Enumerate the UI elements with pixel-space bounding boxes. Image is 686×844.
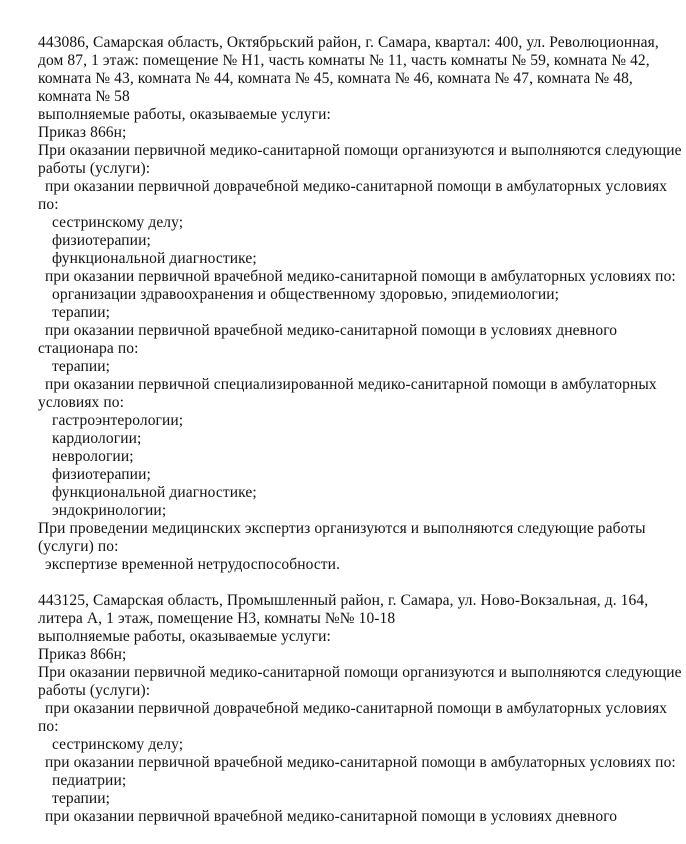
text-line: При проведении медицинских экспертиз организуются и выполняются следующие работы	[38, 520, 646, 537]
text-line: 443086, Самарская область, Октябрьский район, г. Самара, квартал: 400, ул. Революционная,	[38, 34, 659, 51]
text-line: Приказ 866н;	[38, 646, 127, 663]
text-line: функциональной диагностике;	[52, 250, 257, 267]
text-line: при оказании первичной врачебной медико-санитарной помощи в условиях дневного	[45, 322, 618, 339]
text-line: выполняемые работы, оказываемые услуги:	[38, 628, 331, 645]
text-line: литера А, 1 этаж, помещение Н3, комнаты №№ 10-18	[38, 610, 396, 627]
text-line: по:	[38, 718, 59, 735]
text-line: при оказании первичной специализированной медико-санитарной помощи в амбулаторных	[45, 376, 657, 393]
text-line: педиатрии;	[52, 772, 127, 789]
text-line: 443125, Самарская область, Промышленный район, г. Самара, ул. Ново-Вокзальная, д. 164,	[38, 592, 649, 609]
text-line: комната № 43, комната № 44, комната № 45, комната № 46, комната № 47, комната № 48,	[38, 70, 633, 87]
text-line: сестринскому делу;	[52, 214, 184, 231]
text-line: при оказании первичной доврачебной медико-санитарной помощи в амбулаторных условиях	[45, 700, 668, 717]
text-line: при оказании первичной врачебной медико-санитарной помощи в амбулаторных условиях по:	[45, 754, 676, 771]
text-line: экспертизе временной нетрудоспособности.	[45, 556, 341, 573]
text-line: При оказании первичной медико-санитарной помощи организуются и выполняются следующие	[38, 142, 682, 159]
text-line: кардиологии;	[52, 430, 142, 447]
text-line: дом 87, 1 этаж: помещение № Н1, часть комнаты № 11, часть комнаты № 59, комната № 42,	[38, 52, 650, 69]
text-line: эндокринологии;	[52, 502, 167, 519]
text-line: физиотерапии;	[52, 232, 151, 249]
text-line: функциональной диагностике;	[52, 484, 257, 501]
text-line: по:	[38, 196, 59, 213]
text-line: неврологии;	[52, 448, 134, 465]
text-line: при оказании первичной врачебной медико-санитарной помощи в условиях дневного	[45, 808, 618, 825]
text-line: Приказ 866н;	[38, 124, 127, 141]
text-line: работы (услуги):	[38, 682, 151, 699]
text-line: При оказании первичной медико-санитарной помощи организуются и выполняются следующие	[38, 664, 682, 681]
text-line: терапии;	[52, 790, 111, 807]
text-line: работы (услуги):	[38, 160, 151, 177]
text-line: физиотерапии;	[52, 466, 151, 483]
text-line: выполняемые работы, оказываемые услуги:	[38, 106, 331, 123]
text-line: сестринскому делу;	[52, 736, 184, 753]
text-line: при оказании первичной врачебной медико-санитарной помощи в амбулаторных условиях по:	[45, 268, 676, 285]
text-line: (услуги) по:	[38, 538, 119, 555]
text-line: комната № 58	[38, 88, 130, 105]
text-line: организации здравоохранения и общественному здоровью, эпидемиологии;	[52, 286, 560, 303]
text-line: условиях по:	[38, 394, 125, 411]
text-line: гастроэнтерологии;	[52, 412, 184, 429]
text-line	[38, 574, 656, 592]
text-line: терапии;	[52, 304, 111, 321]
text-line: стационара по:	[38, 340, 139, 357]
text-line: терапии;	[52, 358, 111, 375]
text-line: при оказании первичной доврачебной медико-санитарной помощи в амбулаторных условиях	[45, 178, 668, 195]
